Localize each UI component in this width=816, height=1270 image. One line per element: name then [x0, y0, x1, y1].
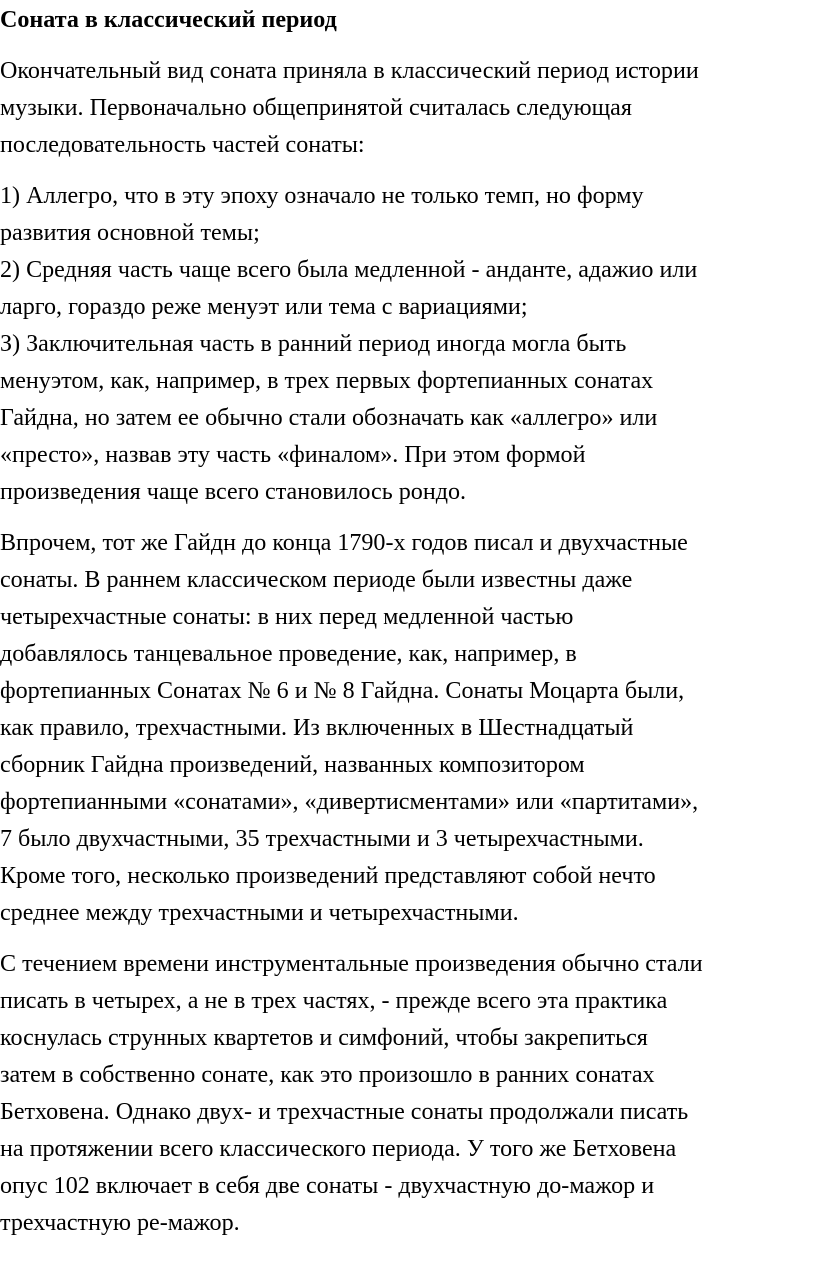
text-line: ларго, гораздо реже менуэт или тема с вариациями;: [0, 294, 528, 320]
text-line: среднее между трехчастными и четырехчастными.: [0, 900, 519, 926]
text-line: З) Заключительная часть в ранний период иногда могла быть: [0, 331, 627, 357]
text-line: Гайдна, но затем ее обычно стали обозначать как «аллегро» или: [0, 405, 658, 431]
text-line: добавлялось танцевальное проведение, как, например, в: [0, 641, 577, 667]
text-line: Окончательный вид соната приняла в классический период истории: [0, 58, 699, 84]
text-line: сборник Гайдна произведений, названных композитором: [0, 752, 585, 778]
text-line: опус 102 включает в себя две сонаты - двухчастную до-мажор и: [0, 1173, 655, 1199]
document-title: Соната в классический период: [0, 7, 337, 33]
text-line: развития основной темы;: [0, 220, 260, 246]
text-line: фортепианных Сонатах № 6 и № 8 Гайдна. Сонаты Моцарта были,: [0, 678, 685, 704]
paragraph-beethoven: [0, 946, 816, 1242]
paragraph-haydn-mozart: [0, 525, 816, 932]
text-line: 1) Аллегро, что в эту эпоху означало не только темп, но форму: [0, 183, 644, 209]
text-line: сонаты. В раннем классическом периоде были известны даже: [0, 567, 633, 593]
text-line: 2) Средняя часть чаще всего была медленной - анданте, адажио или: [0, 257, 698, 283]
text-line: коснулась струнных квартетов и симфоний, чтобы закрепиться: [0, 1025, 648, 1051]
text-line: музыки. Первоначально общепринятой считалась следующая: [0, 95, 632, 121]
text-line: Впрочем, тот же Гайдн до конца 1790-х годов писал и двухчастные: [0, 530, 688, 556]
paragraph-parts-list: [0, 178, 816, 511]
text-line: на протяжении всего классического периода. У того же Бетховена: [0, 1136, 677, 1162]
text-line: как правило, трехчастными. Из включенных в Шестнадцатый: [0, 715, 634, 741]
text-line: трехчастную ре-мажор.: [0, 1210, 240, 1236]
text-line: произведения чаще всего становилось рондо.: [0, 479, 467, 505]
text-line: Кроме того, несколько произведений представляют собой нечто: [0, 863, 656, 889]
text-line: фортепианными «сонатами», «дивертисментами» или «партитами»,: [0, 789, 699, 815]
paragraph-intro: [0, 53, 816, 164]
text-line: затем в собственно сонате, как это произошло в ранних сонатах: [0, 1062, 655, 1088]
text-line: 7 было двухчастными, 35 трехчастными и 3 четырехчастными.: [0, 826, 644, 852]
text-line: Бетховена. Однако двух- и трехчастные сонаты продолжали писать: [0, 1099, 689, 1125]
text-line: последовательность частей сонаты:: [0, 132, 365, 158]
text-line: четырехчастные сонаты: в них перед медленной частью: [0, 604, 574, 630]
text-line: «престо», назвав эту часть «финалом». При этом формой: [0, 442, 586, 468]
text-line: писать в четырех, а не в трех частях, - прежде всего эта практика: [0, 988, 668, 1014]
text-line: менуэтом, как, например, в трех первых фортепианных сонатах: [0, 368, 654, 394]
text-line: С течением времени инструментальные произведения обычно стали: [0, 951, 703, 977]
